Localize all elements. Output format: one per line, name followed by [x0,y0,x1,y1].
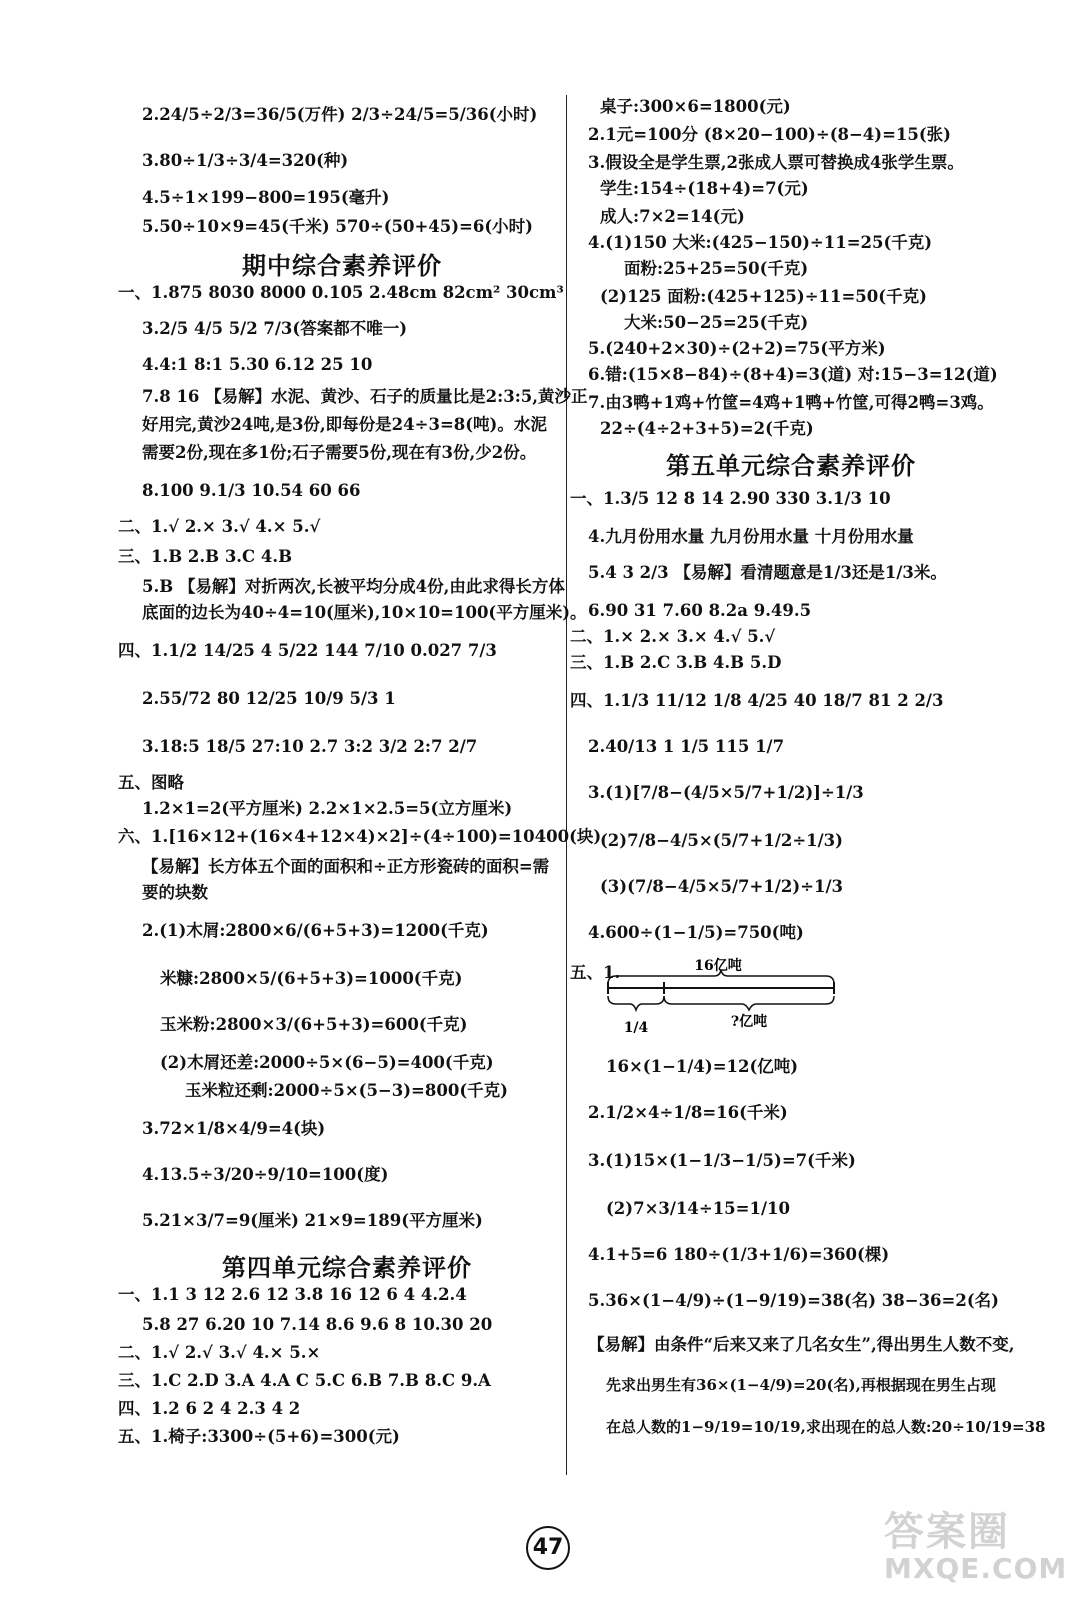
answer-line: 五、图略 [118,773,184,792]
answer-line: 米糠:2800×5/(6+5+3)=1000(千克) [160,969,463,988]
answer-line: 4.5÷1×199−800=195(毫升) [142,188,390,207]
watermark-top-text: 答案圈 [884,1509,1010,1555]
answer-line: 3.18:5 18/5 27:10 2.7 3:2 3/2 2:7 2/7 [142,737,478,756]
answer-line: 二、1.√ 2.× 3.√ 4.× 5.√ [118,517,321,536]
segment-total-label: 16亿吨 [694,958,742,974]
watermark-logo [884,1500,1074,1595]
answer-line: 一、1.1 3 12 2.6 12 3.8 16 12 6 4 4.2.4 [118,1285,467,1304]
answer-line: 【易解】长方体五个面的面积和÷正方形瓷砖的面积=需 [142,857,550,876]
answer-line: 六、1.[16×12+(16×4+12×4)×2]÷(4÷100)=10400(块) [118,827,602,846]
answer-line: 学生:154÷(18+4)=7(元) [600,179,809,198]
answer-line: (2)125 面粉:(425+125)÷11=50(千克) [600,287,927,306]
answer-line: 桌子:300×6=1800(元) [600,97,791,116]
answer-line: 三、1.B 2.B 3.C 4.B [118,547,293,566]
answer-line: 玉米粉:2800×3/(6+5+3)=600(千克) [160,1015,468,1034]
answer-line: 4.(1)150 大米:(425−150)÷11=25(千克) [588,233,933,252]
answer-line: 玉米粒还剩:2000÷5×(5−3)=800(千克) [185,1081,508,1100]
answer-line: 2.(1)木屑:2800×6/(6+5+3)=1200(千克) [142,921,489,940]
answer-line: 1.2×1=2(平方厘米) 2.2×1×2.5=5(立方厘米) [142,799,513,818]
answer-line: (2)7×3/14÷15=1/10 [606,1199,790,1218]
answer-line: 底面的边长为40÷4=10(厘米),10×10=100(平方厘米)。 [142,603,587,622]
answer-line: 5.4 3 2/3 【易解】看清题意是1/3还是1/3米。 [588,563,947,582]
answer-line: 4.1+5=6 180÷(1/3+1/6)=360(棵) [588,1245,890,1264]
answer-line: 4.4:1 8:1 5.30 6.12 25 10 [142,355,373,374]
answer-line: 大米:50−25=25(千克) [624,313,809,332]
answer-line: 先求出男生有36×(1−4/9)=20(名),再根据现在男生占现 [606,1376,996,1394]
answer-line: 5.21×3/7=9(厘米) 21×9=189(平方厘米) [142,1211,483,1230]
rest-brace [664,996,834,1010]
watermark-bottom-text: MXQE.COM [884,1552,1068,1585]
answer-line: 4.600÷(1−1/5)=750(吨) [588,923,804,942]
answer-line: 三、1.B 2.C 3.B 4.B 5.D [570,653,782,672]
answer-line: 2.1/2×4÷1/8=16(千米) [588,1103,788,1122]
answer-line: 6.错:(15×8−84)÷(8+4)=3(道) 对:15−3=12(道) [588,365,998,384]
column-divider [566,95,567,1475]
answer-line: 3.假设全是学生票,2张成人票可替换成4张学生票。 [588,153,964,172]
answer-line: 要的块数 [142,883,208,902]
answer-line: 3.80÷1/3÷3/4=320(种) [142,151,349,170]
answer-line: 2.55/72 80 12/25 10/9 5/3 1 [142,689,396,708]
answer-line: 2.40/13 1 1/5 115 1/7 [588,737,785,756]
answer-line: 2.1元=100分 (8×20−100)÷(8−4)=15(张) [588,125,951,144]
answer-line: 三、1.C 2.D 3.A 4.A C 5.C 6.B 7.B 8.C 9.A [118,1371,491,1390]
answer-line: 需要2份,现在多1份;石子需要5份,现在有3份,少2份。 [142,443,537,462]
answer-line: (3)(7/8−4/5×5/7+1/2)÷1/3 [600,877,843,896]
answer-line: 【易解】由条件“后来又来了几名女生”,得出男生人数不变, [588,1335,1015,1354]
answer-line: 6.90 31 7.60 8.2a 9.49.5 [588,601,812,620]
answer-line: 四、1.1/3 11/12 1/8 4/25 40 18/7 81 2 2/3 [570,691,944,710]
answer-line: 四、1.1/2 14/25 4 5/22 144 7/10 0.027 7/3 [118,641,497,660]
answer-line: 成人:7×2=14(元) [600,207,745,226]
answer-line: 3.72×1/8×4/9=4(块) [142,1119,326,1138]
segment-part-label: 1/4 [623,1020,649,1036]
answer-line: 5.50÷10×9=45(千米) 570÷(50+45)=6(小时) [142,217,533,236]
page-number: 47 [526,1526,570,1570]
answer-line: 四、1.2 6 2 4 2.3 4 2 [118,1399,301,1418]
answer-line: 5.(240+2×30)÷(2+2)=75(平方米) [588,339,886,358]
answer-line: 二、1.√ 2.√ 3.√ 4.× 5.× [118,1343,321,1362]
answer-line: 16×(1−1/4)=12(亿吨) [606,1057,799,1076]
answer-line: 2.24/5÷2/3=36/5(万件) 2/3÷24/5=5/36(小时) [142,105,538,124]
answer-line: 好用完,黄沙24吨,是3份,即每份是24÷3=8(吨)。水泥 [142,415,547,434]
segment-rest-label: ?亿吨 [730,1014,768,1030]
answer-line: 5.8 27 6.20 10 7.14 8.6 9.6 8 10.30 20 [142,1315,493,1334]
answer-line: 4.13.5÷3/20÷9/10=100(度) [142,1165,389,1184]
answer-line: 7.由3鸭+1鸡+竹筐=4鸡+1鸭+竹筐,可得2鸭=3鸡。 [588,393,994,412]
answer-line: 5.B 【易解】对折两次,长被平均分成4份,由此求得长方体 [142,577,565,596]
answer-line: 3.2/5 4/5 5/2 7/3(答案都不唯一) [142,319,408,338]
answer-line: 22÷(4÷2+3+5)=2(千克) [600,419,814,438]
section-heading: 第四单元综合素养评价 [222,1253,472,1282]
answer-line: 在总人数的1−9/19=10/19,求出现在的总人数:20÷10/19=38 [606,1418,1046,1436]
answer-line: (2)7/8−4/5×(5/7+1/2÷1/3) [600,831,843,850]
answer-line: 一、1.3/5 12 8 14 2.90 330 3.1/3 10 [570,489,891,508]
answer-line: 8.100 9.1/3 10.54 60 66 [142,481,361,500]
section-heading: 期中综合素养评价 [242,251,442,280]
answer-line: 二、1.× 2.× 3.× 4.√ 5.√ [570,627,776,646]
answer-line: (2)木屑还差:2000÷5×(6−5)=400(千克) [160,1053,494,1072]
answer-line: 五、1. [570,963,621,982]
segment-diagram [606,956,836,1046]
answer-line: 3.(1)[7/8−(4/5×5/7+1/2)]÷1/3 [588,783,864,802]
total-brace [608,970,834,984]
section-heading: 第五单元综合素养评价 [666,451,916,480]
answer-line: 5.36×(1−4/9)÷(1−9/19)=38(名) 38−36=2(名) [588,1291,999,1310]
answer-line: 4.九月份用水量 九月份用水量 十月份用水量 [588,527,914,546]
answer-line: 面粉:25+25=50(千克) [624,259,809,278]
answer-line: 3.(1)15×(1−1/3−1/5)=7(千米) [588,1151,856,1170]
answer-line: 一、1.875 8030 8000 0.105 2.48cm 82cm² 30cm³ [118,283,564,302]
answer-line: 五、1.椅子:3300÷(5+6)=300(元) [118,1427,400,1446]
answer-line: 7.8 16 【易解】水泥、黄沙、石子的质量比是2:3:5,黄沙正 [142,387,588,406]
part-brace [608,996,664,1010]
